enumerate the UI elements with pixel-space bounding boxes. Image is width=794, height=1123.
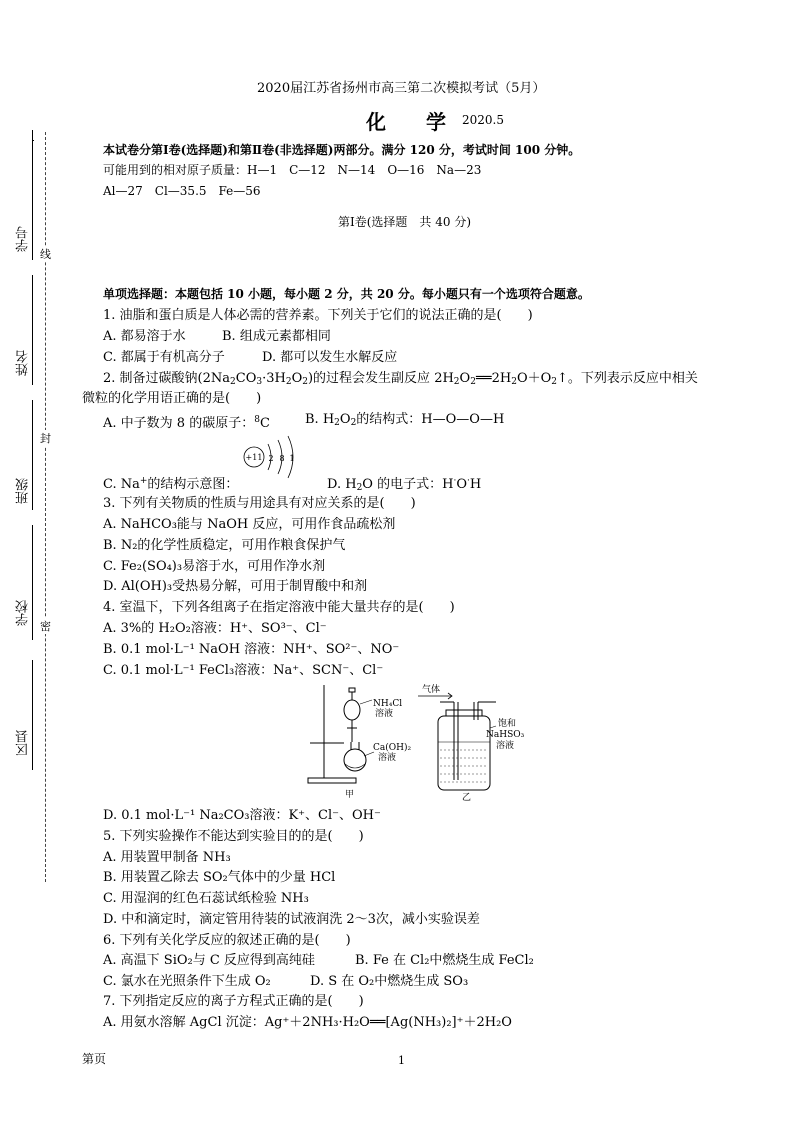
sodium-ion-structure-diagram bbox=[240, 432, 300, 484]
q4-option-b: B. 0.1 mol·L⁻¹ NaOH 溶液：NH⁺、SO²⁻、NO⁻ bbox=[103, 642, 400, 657]
q2-stem: 2. 制备过碳酸钠$(2Na_2CO_3\cdot 3H_2O_2)$的过程会发生副反应 $2H_2O_2══2H_2O+O_2↑$。下列表示反应中相关 bbox=[103, 371, 698, 387]
q4-stem: 4. 室温下，下列各组离子在指定溶液中能大量共存的是( ) bbox=[103, 600, 455, 615]
nh4cl-label: NH₄Cl bbox=[373, 699, 403, 709]
q1-option-c: C. 都属于有机高分子 bbox=[103, 350, 225, 365]
q1-option-d: D. 都可以发生水解反应 bbox=[262, 350, 398, 365]
q4-option-a: A. 3%的 H₂O₂溶液：H⁺、SO³⁻、Cl⁻ bbox=[103, 621, 327, 636]
q5-option-b: B. 用装置乙除去 SO₂气体中的少量 HCl bbox=[103, 870, 336, 885]
apparatus-yi bbox=[418, 683, 496, 790]
class-label: 班级 bbox=[16, 478, 31, 504]
q6-option-a: A. 高温下 SiO₂与 C 反应得到高纯硅 bbox=[103, 953, 315, 968]
seal-mark-seal: 封 bbox=[40, 432, 51, 445]
caoh2-label: Ca(OH)₂ bbox=[373, 743, 412, 753]
q4-option-d: D. 0.1 mol·L⁻¹ Na₂CO₃溶液：K⁺、Cl⁻、OH⁻ bbox=[103, 808, 381, 823]
footer-page-label: 第页 bbox=[82, 1052, 107, 1066]
q3-option-d: D. Al(OH)₃受热易分解，可用于制胃酸中和剂 bbox=[103, 579, 368, 594]
intro-line-2: 可能用到的相对原子质量：H—1 C—12 N—14 O—16 Na—23 bbox=[103, 163, 482, 177]
q3-stem: 3. 下列有关物质的性质与用途具有对应关系的是( ) bbox=[103, 496, 416, 511]
q3-option-b: B. N₂的化学性质稳定，可用作粮食保护气 bbox=[103, 538, 346, 553]
shell-1-count: 2 bbox=[268, 454, 274, 463]
shell-2-count: 8 bbox=[279, 454, 285, 463]
binding-dashed-line bbox=[45, 132, 46, 882]
q6-stem: 6. 下列有关化学反应的叙述正确的是( ) bbox=[103, 933, 351, 948]
section-title: 第Ⅰ卷(选择题 共 40 分) bbox=[338, 215, 472, 229]
q3-option-a: A. NaHCO₃能与 NaOH 反应，可用作食品疏松剂 bbox=[103, 517, 396, 532]
apparatus-figure bbox=[300, 680, 540, 805]
nahso3-label-3: 溶液 bbox=[496, 741, 515, 751]
q5-option-a: A. 用装置甲制备 NH₃ bbox=[103, 850, 231, 865]
nh4cl-label-2: 溶液 bbox=[375, 709, 394, 719]
q7-stem: 7. 下列指定反应的离子方程式正确的是( ) bbox=[103, 994, 364, 1009]
seal-mark-secret: 密 bbox=[40, 620, 51, 633]
district-label: 区县 bbox=[16, 730, 31, 756]
q2-option-a: A. 中子数为 8 的碳原子：$^8$C bbox=[103, 415, 270, 431]
nucleus-charge: +11 bbox=[245, 453, 263, 462]
subject-title: 化 学 bbox=[366, 110, 446, 134]
q2-option-b: B. $H_2O_2$的结构式：H—O—O—H bbox=[305, 412, 505, 428]
q4-option-c: C. 0.1 mol·L⁻¹ FeCl₃溶液：Na⁺、SCN⁻、Cl⁻ bbox=[103, 663, 384, 678]
apparatus-jia-label: 甲 bbox=[345, 790, 355, 800]
q6-option-c: C. 氯水在光照条件下生成 O₂ bbox=[103, 974, 271, 989]
q5-option-c: C. 用湿润的红色石蕊试纸检验 NH₃ bbox=[103, 891, 309, 906]
shell-3-count: 1 bbox=[289, 454, 295, 463]
student-id-underline bbox=[33, 140, 34, 141]
q2-stem-line-2: 微粒的化学用语正确的是( ) bbox=[82, 391, 262, 406]
q7-option-a: A. 用氨水溶解 AgCl 沉淀：Ag⁺＋2NH₃·H₂O══[Ag(NH₃)₂]⁺＋2H₂O bbox=[103, 1015, 512, 1030]
q6-option-d: D. S 在 O₂中燃烧生成 SO₃ bbox=[310, 974, 469, 989]
nahso3-label-2: NaHSO₃ bbox=[486, 730, 525, 740]
gas-label: 气体 bbox=[422, 685, 441, 695]
q2-option-d: D. $H_2O$ 的电子式：H·O·H bbox=[327, 476, 482, 493]
exam-date: 2020.5 bbox=[462, 113, 504, 127]
q5-option-d: D. 中和滴定时，滴定管用待装的试液润洗 2～3次，减小实验误差 bbox=[103, 912, 480, 927]
q3-option-c: C. Fe₂(SO₄)₃易溶于水，可用作净水剂 bbox=[103, 559, 326, 574]
apparatus-yi-label: 乙 bbox=[462, 793, 472, 803]
seal-mark-line: 线 bbox=[40, 248, 51, 261]
caoh2-label-2: 溶液 bbox=[378, 753, 397, 763]
student-id-label: 学号 bbox=[16, 226, 31, 252]
q1-stem: 1. 油脂和蛋白质是人体必需的营养素。下列关于它们的说法正确的是( ) bbox=[103, 308, 533, 323]
school-label: 学校 bbox=[16, 600, 31, 626]
name-label: 姓名 bbox=[16, 350, 31, 376]
q1-option-b: B. 组成元素都相同 bbox=[222, 329, 331, 344]
intro-line-1: 本试卷分第Ⅰ卷(选择题)和第Ⅱ卷(非选择题)两部分。满分 120 分，考试时间 100 分钟。 bbox=[103, 143, 581, 157]
footer-page-number: 1 bbox=[398, 1054, 405, 1067]
apparatus-jia bbox=[308, 685, 374, 783]
section-instruction: 单项选择题：本题包括 10 小题，每小题 2 分，共 20 分。每小题只有一个选项符合题意。 bbox=[103, 287, 590, 301]
exam-title: 2020届江苏省扬州市高三第二次模拟考试（5月） bbox=[257, 81, 546, 96]
q2-option-c: C. Na+的结构示意图： bbox=[103, 476, 239, 492]
q6-option-b: B. Fe 在 Cl₂中燃烧生成 FeCl₂ bbox=[355, 953, 534, 968]
intro-line-3: Al—27 Cl—35.5 Fe—56 bbox=[103, 184, 261, 198]
q1-option-a: A. 都易溶于水 bbox=[103, 329, 186, 344]
nahso3-label-1: 饱和 bbox=[498, 719, 517, 729]
q5-stem: 5. 下列实验操作不能达到实验目的的是( ) bbox=[103, 829, 364, 844]
